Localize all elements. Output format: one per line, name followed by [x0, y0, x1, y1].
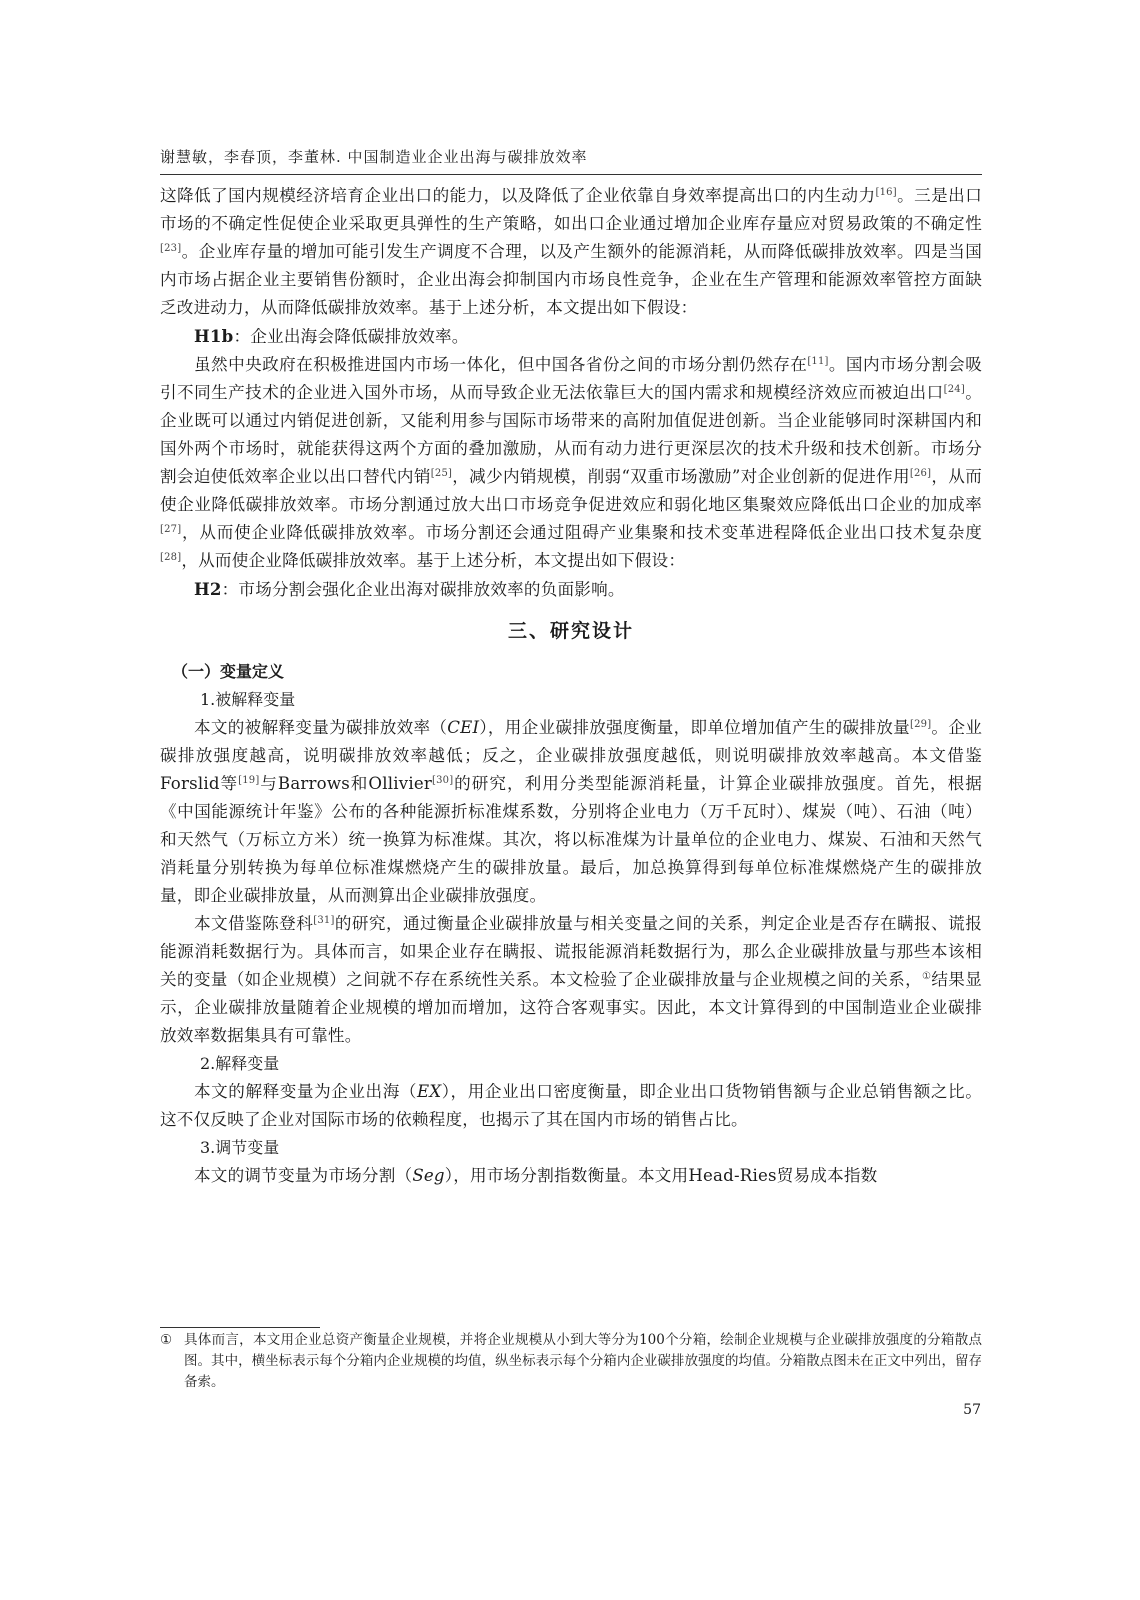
citation: [16]: [875, 187, 897, 198]
subsection-title: （一）变量定义: [172, 662, 285, 681]
footnote-rule: [160, 1327, 320, 1328]
text-span: ），用企业出口密度衡量，即企业出口货物销售额与企业总销售额之比。这不仅反映了企业对国际市场的依赖程度，也揭示了其在国内市场的销售占比。: [160, 1082, 982, 1129]
citation: [31]: [313, 915, 335, 926]
text-span: ），用企业碳排放强度衡量，即单位增加值产生的碳排放量: [479, 718, 911, 737]
variable-symbol: EX: [417, 1082, 442, 1101]
text-span: 本文的被解释变量为碳排放效率（: [194, 718, 448, 737]
section-title: 三、研究设计: [507, 620, 634, 642]
footnote-text: 具体而言，本文用企业总资产衡量企业规模，并将企业规模从小到大等分为100个分箱，绘制企业规模与企业碳排放强度的分箱散点图。其中，横坐标表示每个分箱内企业规模的均值，纵坐标表示每个分箱内企业碳排放强度的均值。分箱散点图未在正文中列出，留存备索。: [184, 1332, 982, 1390]
citation: [11]: [807, 356, 829, 367]
text-span: 与Barrows和Ollivier: [259, 774, 432, 793]
hypothesis-text: ：企业出海会降低碳排放效率。: [233, 327, 469, 346]
hypothesis-label: H1b: [194, 326, 234, 346]
page-number: 57: [963, 1402, 981, 1418]
footnote-marker[interactable]: ①: [922, 971, 932, 982]
citation: [27]: [160, 524, 182, 535]
variable-symbol: CEI: [447, 718, 480, 737]
citation: [24]: [943, 384, 965, 395]
citation: [26]: [909, 468, 932, 479]
citation: [23]: [160, 243, 182, 254]
text-span: 。企业库存量的增加可能引发生产调度不合理，以及产生额外的能源消耗，从而降低碳排放效率。四是当国内市场占据企业主要销售份额时，企业出海会抑制国内市场良性竞争，企业在生产管理和能源效率管控方面缺乏改进动力，从而降低碳排放效率。基于上述分析，本文提出如下假设：: [160, 242, 982, 317]
paragraph-4: [160, 910, 982, 1050]
text-span: 本文的调节变量为市场分割（: [194, 1166, 413, 1185]
paragraph-3: [160, 714, 982, 910]
running-header: 谢慧敏，李春顶，李董林. 中国制造业企业出海与碳排放效率: [160, 148, 588, 166]
text-span: ，从而使企业降低碳排放效率。基于上述分析，本文提出如下假设：: [181, 551, 686, 570]
text-span: 。国内市场分割会吸引不同生产技术的企业进入国外市场，从而导致企业无法依靠巨大的国内需求和规模经济效应而被迫出口: [160, 355, 982, 402]
text-span: ），用市场分割指数衡量。本文用Head-Ries贸易成本指数: [444, 1166, 878, 1185]
footnote-mark: ①: [160, 1332, 173, 1348]
hypothesis-label: H2: [194, 579, 222, 599]
variable-heading-3: 3.调节变量: [200, 1138, 280, 1157]
paragraph-1: [160, 182, 982, 322]
text-span: 虽然中央政府在积极推进国内市场一体化，但中国各省份之间的市场分割仍然存在: [194, 355, 808, 374]
citation: [30]: [432, 775, 454, 786]
text-span: 本文借鉴陈登科: [194, 914, 314, 933]
text-span: 的研究，利用分类型能源消耗量，计算企业碳排放强度。首先，根据《中国能源统计年鉴》公布的各种能源折标准煤系数，分别将企业电力（万千瓦时）、煤炭（吨）、石油（吨）和天然气（万标立方米）统一换算为标准煤。其次，将以标准煤为计量单位的企业电力、煤炭、石油和天然气消耗量分别转换为每单位标准煤燃烧产生的碳排放量。最后，加总换算得到每单位标准煤燃烧产生的碳排放量，即企业碳排放量，从而测算出企业碳排放强度。: [160, 774, 982, 905]
text-span: 的研究，通过衡量企业碳排放量与相关变量之间的关系，判定企业是否存在瞒报、谎报能源消耗数据行为。具体而言，如果企业存在瞒报、谎报能源消耗数据行为，那么企业碳排放量与那些本该相关的变量（如企业规模）之间就不存在系统性关系。本文检验了企业碳排放量与企业规模之间的关系，: [160, 914, 982, 989]
header-rule: [160, 174, 982, 175]
paragraph-6: [160, 1162, 982, 1190]
text-span: 本文的解释变量为企业出海（: [194, 1082, 418, 1101]
text-span: ，从而使企业降低碳排放效率。市场分割通过放大出口市场竞争促进效应和弱化地区集聚效应降低出口企业的加成率: [160, 467, 982, 514]
text-span: 。三是出口市场的不确定性促使企业采取更具弹性的生产策略，如出口企业通过增加企业库存量应对贸易政策的不确定性: [160, 186, 983, 233]
citation: [19]: [238, 775, 260, 786]
citation: [28]: [160, 552, 182, 563]
text-span: 。企业既可以通过内销促进创新，又能利用参与国际市场带来的高附加值促进创新。当企业能够同时深耕国内和国外两个市场时，就能获得这两个方面的叠加激励，从而有动力进行更深层次的技术升级和技术创新。市场分割会迫使低效率企业以出口替代内销: [160, 383, 983, 486]
text-span: ，减少内销规模，削弱“双重市场激励”对企业创新的促进作用: [452, 467, 910, 486]
text-span: ，从而使企业降低碳排放效率。市场分割还会通过阻碍产业集聚和技术变革进程降低企业出口技术复杂度: [181, 523, 982, 542]
hypothesis-text: ：市场分割会强化企业出海对碳排放效率的负面影响。: [221, 580, 625, 599]
footnote: [160, 1330, 982, 1393]
variable-symbol: Seg: [412, 1166, 445, 1185]
citation: [29]: [910, 719, 932, 730]
text-span: 结果显示，企业碳排放量随着企业规模的增加而增加，这符合客观事实。因此，本文计算得到的中国制造业企业碳排放效率数据集具有可靠性。: [160, 970, 982, 1045]
text-span: 这降低了国内规模经济培育企业出口的能力，以及降低了企业依靠自身效率提高出口的内生动力: [160, 186, 876, 205]
citation: [25]: [430, 468, 453, 479]
variable-heading-2: 2.解释变量: [200, 1054, 280, 1073]
hypothesis-h1b: [160, 322, 982, 351]
body-text: [160, 182, 982, 1190]
paragraph-2: [160, 351, 982, 575]
text-span: 。企业碳排放强度越高，说明碳排放效率越低；反之，企业碳排放强度越低，则说明碳排放效率越高。本文借鉴Forslid等: [160, 718, 982, 793]
variable-heading-1: 1.被解释变量: [200, 690, 296, 709]
paragraph-5: [160, 1078, 982, 1134]
hypothesis-h2: [160, 575, 982, 604]
